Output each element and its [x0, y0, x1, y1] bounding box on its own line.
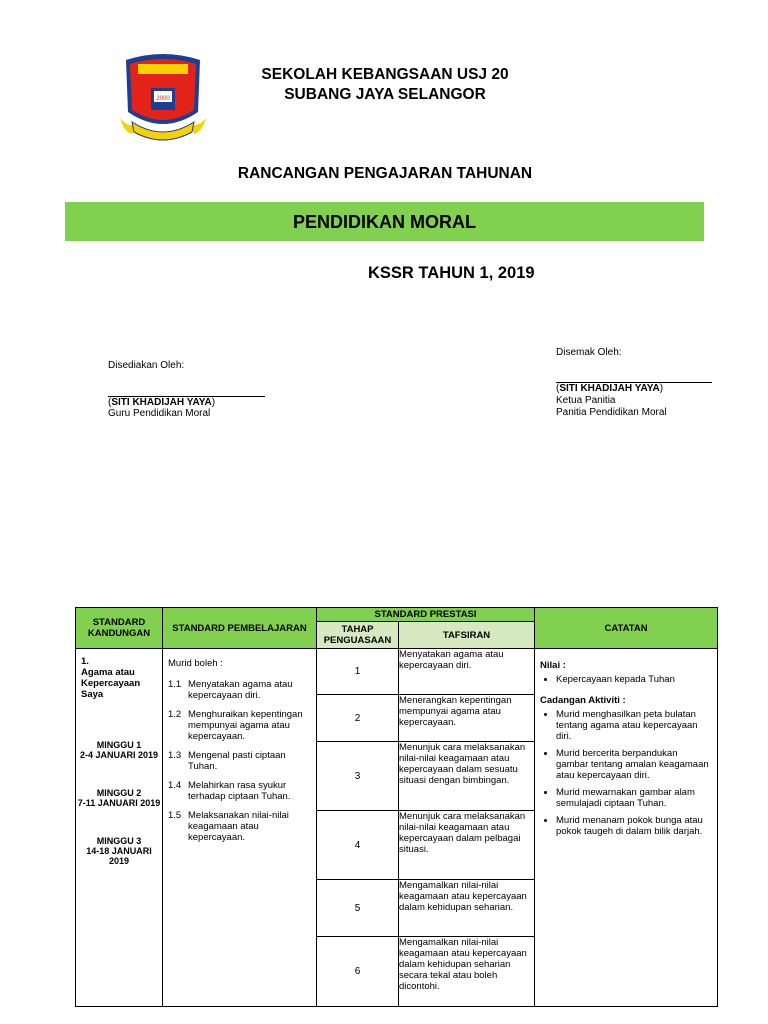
header-standard-kandungan: STANDARD KANDUNGAN [76, 608, 163, 649]
header-standard-prestasi: STANDARD PRESTASI [317, 608, 535, 622]
aktiviti-label: Cadangan Aktiviti : [540, 695, 626, 706]
tafsiran-level-3: Menunjuk cara melaksanakan nilai-nilai keagamaan atau kepercayaan dalam sesuatu situasi dengan bimbingan. [399, 742, 535, 811]
plan-title: RANCANGAN PENGAJARAN TAHUNAN [237, 165, 533, 182]
school-location: SUBANG JAYA SELANGOR [284, 86, 486, 103]
list-item: 1.3 Mengenal pasti ciptaan Tuhan. [168, 750, 286, 772]
header-catatan: CATATAN [535, 608, 718, 649]
list-item: • Murid mewarnakan gambar alam semulajadi ciptaan Tuhan. [556, 787, 712, 809]
list-item: • Murid bercerita berpandukan gambar tentang amalan keagamaan atau kepercayaan diri. [556, 748, 712, 781]
week-3-label: MINGGU 3 [96, 836, 142, 846]
sk-title: Agama atau Kepercayaan Saya [81, 667, 141, 700]
header-standard-pembelajaran: STANDARD PEMBELAJARAN [163, 608, 317, 649]
checked-by-role: Ketua Panitia [556, 395, 616, 406]
crest-year: 2000 [156, 96, 170, 102]
week-2-dates: 7-11 JANUARI 2019 [77, 798, 161, 808]
tafsiran-level-5: Mengamalkan nilai-nilai keagamaan atau kepercayaan dalam kehidupan seharian. [399, 880, 535, 937]
list-item: • Kepercayaan kepada Tuhan [556, 674, 712, 685]
list-item: 1.4 Melahirkan rasa syukur terhadap ciptaan Tuhan. [168, 780, 291, 802]
tahap-level-5: 5 [317, 880, 399, 937]
standard-kandungan-cell [76, 649, 163, 1007]
list-item: 1.1 Menyatakan agama atau kepercayaan diri. [168, 679, 293, 701]
sk-number: 1. [81, 656, 89, 667]
checked-by-label: Disemak Oleh: [556, 347, 622, 358]
tafsiran-level-2: Menerangkan kepentingan mempunyai agama atau kepercayaan. [399, 695, 535, 742]
tafsiran-level-4: Menunjuk cara melaksanakan nilai-nilai keagamaan atau kepercayaan dalam pelbagai situasi. [399, 811, 535, 880]
list-item: 1.5 Melaksanakan nilai-nilai keagamaan atau kepercayaan. [168, 810, 289, 843]
school-name: SEKOLAH KEBANGSAAN USJ 20 [261, 66, 509, 83]
prepared-by-label: Disediakan Oleh: [108, 360, 185, 371]
tahap-level-4: 4 [317, 811, 399, 880]
header-tafsiran: TAFSIRAN [399, 622, 535, 649]
prepared-by-name: (SITI KHADIJAH YAYA) [108, 397, 216, 408]
week-1-label: MINGGU 1 [96, 740, 142, 750]
list-item: • Murid menanam pokok bunga atau pokok taugeh di dalam bilik darjah. [556, 815, 712, 837]
yearly-plan-table [75, 607, 718, 1007]
standard-pembelajaran-cell [163, 649, 317, 1007]
checked-by-name: (SITI KHADIJAH YAYA) [556, 383, 664, 394]
tahap-level-6: 6 [317, 937, 399, 1007]
sp-intro: Murid boleh : [168, 658, 223, 669]
tahap-level-1: 1 [317, 649, 399, 695]
header-tahap-penguasaan: TAHAP PENGUASAAN [317, 622, 399, 649]
list-item: • Murid menghasilkan peta bulatan tentang agama atau kepercayaan diri. [556, 709, 712, 742]
school-crest-icon [118, 50, 208, 142]
subject-title: PENDIDIKAN MORAL [293, 212, 476, 232]
tahap-level-2: 2 [317, 695, 399, 742]
list-item: 1.2 Menghuraikan kepentingan mempunyai agama atau kepercayaan. [168, 709, 303, 742]
checked-by-panel: Panitia Pendidikan Moral [556, 407, 667, 418]
catatan-cell [535, 649, 718, 1007]
tafsiran-level-6: Mengamalkan nilai-nilai keagamaan atau kepercayaan dalam kehidupan seharian secara tekal atau boleh dicontohi. [399, 937, 535, 1007]
prepared-by-role: Guru Pendidikan Moral [108, 408, 211, 419]
week-2-label: MINGGU 2 [96, 788, 142, 798]
nilai-label: Nilai : [540, 660, 566, 671]
curriculum-year: KSSR TAHUN 1, 2019 [368, 264, 535, 282]
week-3-dates: 14-18 JANUARI 2019 [86, 846, 152, 866]
week-1-dates: 2-4 JANUARI 2019 [79, 750, 159, 760]
tahap-level-3: 3 [317, 742, 399, 811]
tafsiran-level-1: Menyatakan agama atau kepercayaan diri. [399, 649, 535, 695]
